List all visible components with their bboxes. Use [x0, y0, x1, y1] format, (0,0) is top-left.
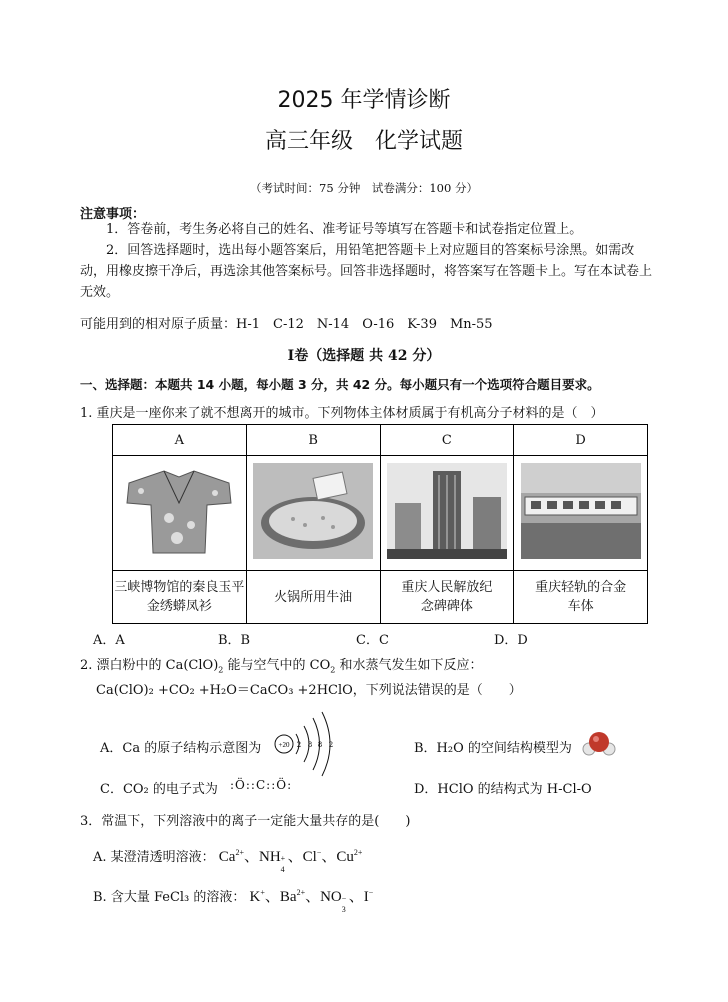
atomic-masses: 可能用到的相对原子质量：H-1 C-12 N-14 O-16 K-39 Mn-55	[80, 317, 493, 332]
section-intro: 一、选择题：本题共 14 小题，每小题 3 分，共 42 分。每小题只有一个选项符合题目要求。	[80, 377, 600, 392]
caption-a: 三峡博物馆的秦良玉平 金绣蟒凤衫	[113, 571, 247, 624]
light-rail-photo	[521, 463, 641, 559]
exam-title: 2025 年学情诊断	[277, 88, 451, 113]
answer-d[interactable]: D．D	[494, 633, 528, 648]
notice-item-1: 1．答卷前，考生务必将自己的姓名、准考证号等填写在答题卡和试卷指定位置上。	[106, 222, 583, 237]
notice-item-2: 2．回答选择题时，选出每小题答案后，用铅笔把答题卡上对应题目的答案标号涂黑。如需改动，用橡皮擦干净后，再选涂其他答案标号。回答非选择题时，将答案写在答题卡上。写在本试卷上无效。	[80, 243, 653, 300]
q2-equation: Ca(ClO)₂ +CO₂ +H₂O＝CaCO₃ +2HClO，下列说法错误的是（ ）	[96, 683, 522, 698]
caption-c: 重庆人民解放纪 念碑碑体	[380, 571, 514, 624]
notice-heading: 注意事项：	[80, 207, 146, 222]
shell-4: 2	[328, 741, 334, 749]
section-title: Ⅰ卷（选择题 共 42 分）	[287, 348, 441, 364]
caption-d: 重庆轻轨的合金 车体	[514, 571, 648, 624]
q3-option-b: B. 含大量 FeCl₃ 的溶液： K+、$Ba^{2+}$、NO − 3 、I−	[93, 888, 374, 914]
q3-option-a: A. 某澄清透明溶液： $Ca^{2+}$、NH + 4 、Cl−、$Cu^{2+}$	[93, 848, 363, 874]
water-model	[582, 729, 616, 763]
q3-stem: 3．常温下，下列溶液中的离子一定能大量共存的是( )	[80, 814, 411, 829]
col-header-c: C	[380, 425, 514, 456]
q2-option-b: B．H₂O 的空间结构模型为	[414, 741, 572, 756]
ca-atomic-diagram	[272, 710, 352, 782]
answer-c[interactable]: C．C	[356, 633, 389, 648]
nucleus-label: +20	[278, 741, 290, 749]
hotpot-photo	[253, 463, 373, 559]
q2-stem: 2. 漂白粉中的 $Ca(ClO)_2$ 能与空气中的 $CO_2$ 和水蒸气发生如下反应：	[80, 658, 483, 675]
q2-option-c: C．CO₂ 的电子式为	[100, 782, 218, 797]
q2-option-a: A．Ca 的原子结构示意图为	[100, 741, 262, 756]
q1-options-table	[112, 424, 648, 624]
answer-a[interactable]: A．A	[93, 633, 125, 648]
q2-option-d: D．HClO 的结构式为 H-Cl-O	[414, 782, 592, 797]
photo-cell-a	[113, 456, 247, 571]
col-header-a: A	[113, 425, 247, 456]
caption-b: 火锅所用牛油	[246, 571, 380, 624]
shell-1: 2	[296, 741, 302, 749]
col-header-b: B	[246, 425, 380, 456]
q1-stem: 1. 重庆是一座你来了就不想离开的城市。下列物体主体材质属于有机高分子材料的是（ ）	[80, 406, 604, 421]
col-header-d: D	[514, 425, 648, 456]
photo-cell-c	[380, 456, 514, 571]
shell-2: 8	[307, 741, 313, 749]
photo-cell-d	[514, 456, 648, 571]
exam-info: （考试时间：75 分钟 试卷满分：100 分）	[250, 181, 478, 195]
robe-photo	[119, 463, 239, 559]
monument-photo	[387, 463, 507, 559]
photo-cell-b	[246, 456, 380, 571]
answer-b[interactable]: B．B	[218, 633, 251, 648]
shell-3: 8	[317, 741, 323, 749]
co2-electron-formula: :Ö::C::Ö:	[230, 778, 293, 792]
exam-subtitle: 高三年级 化学试题	[264, 129, 463, 154]
